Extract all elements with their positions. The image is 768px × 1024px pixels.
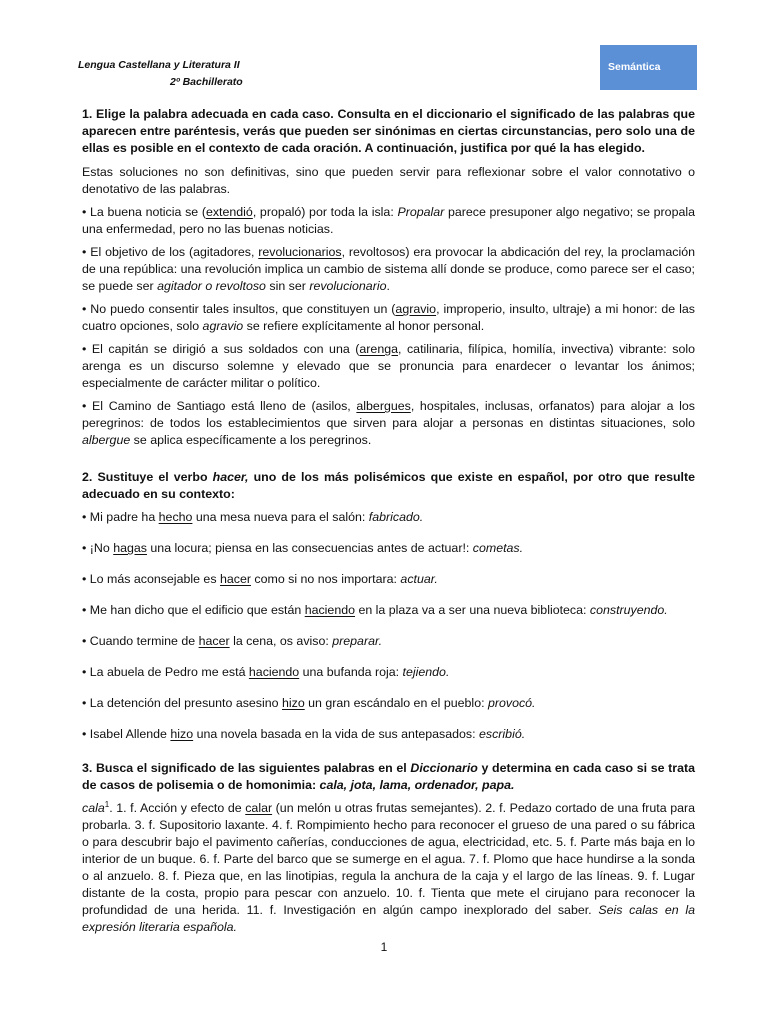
answer-word: extendió xyxy=(205,205,253,219)
answer-word: revolucionarios xyxy=(258,245,342,259)
question-2-title: 2. Sustituye el verbo hacer, uno de los más polisémicos que existe en español, por otro que resulte adecuado en su contexto: xyxy=(82,470,696,501)
list-item: • La buena noticia se (extendió, propaló) por toda la isla: Propalar parece presuponer algo negativo; se propala una enfermedad, pero no las buenas noticias. xyxy=(82,205,695,236)
list-item: • Cuando termine de hacer la cena, os aviso: preparar. xyxy=(82,634,383,648)
entry-example: Seis calas en la expresión literaria española. xyxy=(82,903,695,935)
list-item: • El objetivo de los (agitadores, revolucionarios, revoltosos) era provocar la abdicación del rey, la proclamación de una república: una revolución implica un cambio de sistema allí donde se produce, como parece ser el caso; se puede ser agitador o revoltoso sin ser revolucionario. xyxy=(82,245,695,293)
list-item: • La detención del presunto asesino hizo un gran escándalo en el pueblo: provocó. xyxy=(82,696,536,710)
list-item: • ¡No hagas una locura; piensa en las consecuencias antes de actuar!: cometas. xyxy=(82,541,524,555)
question-3-title: 3. Busca el significado de las siguientes palabras en el Diccionario y determina en cada caso si se trata de casos de polisemia o de homonimia: cala, jota, lama, ordenador, papa. xyxy=(82,761,695,792)
question-1-intro: Estas soluciones no son definitivas, sino que pueden servir para reflexionar sobre el valor connotativo o denotativo de las palabras. xyxy=(82,165,695,196)
list-item: • No puedo consentir tales insultos, que constituyen un (agravio, improperio, insulto, ultraje) a mi honor: de las cuatro opciones, solo agravio se refiere explícitamente al honor personal. xyxy=(82,302,695,333)
course-title: Lengua Castellana y Literatura II xyxy=(78,59,240,71)
answer-word: arenga xyxy=(359,342,398,356)
course-level: 2º Bachillerato xyxy=(170,76,243,88)
list-item: • La abuela de Pedro me está haciendo una bufanda roja: tejiendo. xyxy=(82,665,450,679)
question-1-title: 1. Elige la palabra adecuada en cada caso. Consulta en el diccionario el significado de las palabras que aparecen entre paréntesis, verás que pueden ser sinónimas en ciertas circunstancias, pero solo una de ellas es posible en el contexto de cada oración. A continuación, justifica por qué la has elegido. xyxy=(82,107,695,155)
list-item: • El Camino de Santiago está lleno de (asilos, albergues, hospitales, inclusas, orfanatos) para alojar a los peregrinos: de todos los establecimientos que sirven para alojar a personas en distintas situaciones, solo albergue se aplica específicamente a los peregrinos. xyxy=(82,399,695,447)
entry-link: calar xyxy=(245,801,273,816)
page-number: 1 xyxy=(380,940,388,954)
list-item: • Isabel Allende hizo una novela basada en la vida de sus antepasados: escribió. xyxy=(82,727,526,741)
list-item: • Mi padre ha hecho una mesa nueva para el salón: fabricado. xyxy=(82,510,424,524)
answer-word: albergues xyxy=(356,399,411,413)
entry-headword: cala xyxy=(82,801,105,816)
list-item: • Me han dicho que el edificio que están haciendo en la plaza va a ser una nueva biblioteca: construyendo. xyxy=(82,603,668,617)
dictionary-entry: cala$^1$. 1. f. Acción y efecto de calar (un melón u otras frutas semejantes). 2. f. Pedazo cortado de una fruta para probarla. 3. f. Supositorio laxante. 4. f. Rompimiento hecho para reconocer el grueso de una pared o su fábrica o para descubrir bajo el pavimento cañerías, conducciones de agua, electricidad, etc. 5. f. Parte más baja en lo interior de un buque. 6. f. Parte del barco que se sumerge en el agua. 7. f. Plomo que hace hundirse a la sonda o al anzuelo. 8. f. Pieza que, en las linotipias, regula la anchura de la caja y el largo de las líneas. 9. f. Lugar distante de la costa, propio para pescar con anzuelo. 10. f. Tienta que mete el cirujano para reconocer la profundidad de una herida. 11. f. Investigación en algún campo inexplorado del saber. Seis calas en la expresión literaria española. xyxy=(82,800,696,935)
document-body xyxy=(82,106,695,936)
list-item: • Lo más aconsejable es hacer como si no nos importara: actuar. xyxy=(82,572,438,586)
list-item: • El capitán se dirigió a sus soldados con una (arenga, catilinaria, filípica, homilía, invectiva) vibrante: solo arenga es un discurso solemne y elevado que se pronuncia para enardecer o levantar los ánimos; especialmente de carácter militar o político. xyxy=(82,342,695,390)
answer-word: agravio xyxy=(395,302,437,316)
document-header xyxy=(78,57,243,91)
topic-badge: Semántica xyxy=(600,45,697,90)
